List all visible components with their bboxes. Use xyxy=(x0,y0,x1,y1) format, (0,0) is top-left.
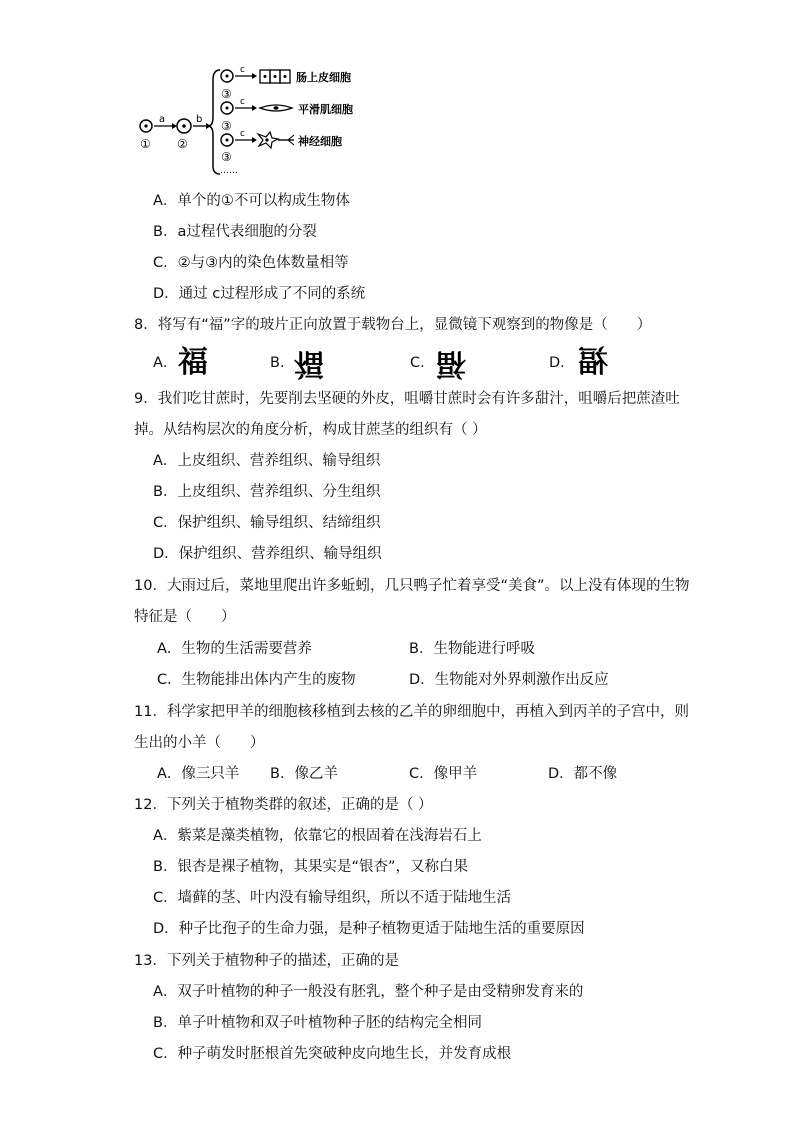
q13-stem: 13．下列关于植物种子的描述，正确的是 xyxy=(134,953,399,969)
q9-option-d: D．保护组织、营养组织、输导组织 xyxy=(153,546,382,562)
cell-type-neuron: 神经细胞 xyxy=(298,135,342,148)
epithelial-cells-icon xyxy=(260,70,290,83)
q10-stem-line-2: 特征是（ ） xyxy=(134,609,236,625)
q13-option-c: C．种子萌发时胚根首先突破种皮向地生长，并发育成根 xyxy=(153,1046,512,1062)
q8-stem: 8．将写有“福”字的玻片正向放置于载物台上，显微镜下观察到的物像是（ ） xyxy=(134,317,652,333)
q8-image-c: 福 xyxy=(436,346,466,381)
q10-option-b: B．生物能进行呼吸 xyxy=(409,641,535,657)
cell-type-smooth-muscle: 平滑肌细胞 xyxy=(298,103,353,116)
cell-row-3 xyxy=(221,129,342,148)
q11-option-c: C．像甲羊 xyxy=(409,766,478,782)
label-3: ③ xyxy=(221,87,232,101)
q12-option-d: D．种子比孢子的生命力强，是种子植物更适于陆地生活的重要原因 xyxy=(153,921,585,937)
cell-row-1 xyxy=(221,65,351,84)
q11-stem-line-1: 11．科学家把甲羊的细胞核移植到去核的乙羊的卵细胞中，再植入到丙羊的子宫中，则 xyxy=(134,704,689,720)
q12-option-c: C．墙藓的茎、叶内没有输导组织，所以不适于陆地生活 xyxy=(153,890,512,906)
q12-stem: 12．下列关于植物类群的叙述，正确的是（ ） xyxy=(134,797,433,813)
diagram-ellipsis: …… xyxy=(220,166,238,176)
q9-option-b: B．上皮组织、营养组织、分生组织 xyxy=(153,484,381,500)
q13-option-b: B．单子叶植物和双子叶植物种子胚的结构完全相同 xyxy=(153,1015,482,1031)
arrow-label-c: c xyxy=(240,65,245,75)
q11-option-a: A．像三只羊 xyxy=(157,766,240,782)
cell-1-icon xyxy=(140,120,152,132)
label-3: ③ xyxy=(221,150,232,164)
q11-stem-line-2: 生出的小羊（ ） xyxy=(134,735,265,751)
q8-image-d: 福 xyxy=(578,345,608,380)
q9-option-c: C．保护组织、输导组织、结缔组织 xyxy=(153,515,381,531)
arrow-label-a: a xyxy=(159,114,166,125)
cell-differentiation-diagram xyxy=(136,62,376,182)
q7-option-d: D．通过 c过程形成了不同的系统 xyxy=(153,286,366,302)
q12-option-b: B．银杏是裸子植物，其果实是“银杏”，又称白果 xyxy=(153,859,468,875)
arrow-label-c: c xyxy=(240,97,245,107)
label-1: ① xyxy=(140,137,151,151)
q8-label-b: B． xyxy=(270,355,295,371)
q10-option-d: D．生物能对外界刺激作出反应 xyxy=(409,672,609,688)
q13-option-a: A．双子叶植物的种子一般没有胚乳，整个种子是由受精卵发育来的 xyxy=(153,984,584,1000)
q7-option-b: B．a过程代表细胞的分裂 xyxy=(153,224,317,240)
arrow-label-b: b xyxy=(196,114,203,125)
q11-option-b: B．像乙羊 xyxy=(270,766,338,782)
label-3: ③ xyxy=(221,119,232,133)
q7-option-a: A．单个的①不可以构成生物体 xyxy=(153,193,350,209)
q9-stem-line-1: 9．我们吃甘蔗时，先要削去坚硬的外皮，咀嚼甘蔗时会有许多甜汁，咀嚼后把蔗渣吐 xyxy=(134,391,680,407)
q9-option-a: A．上皮组织、营养组织、输导组织 xyxy=(153,453,381,469)
cell-2-icon xyxy=(177,119,191,133)
q11-option-d: D．都不像 xyxy=(548,766,618,782)
arrow-a-icon xyxy=(154,123,177,129)
q8-image-b: 福 xyxy=(294,346,324,381)
label-2: ② xyxy=(177,137,188,151)
q9-stem-line-2: 掉。从结构层次的角度分析，构成甘蔗茎的组织有（ ） xyxy=(134,422,487,438)
cell-row-2 xyxy=(221,97,353,116)
q8-image-a: 福 xyxy=(178,345,208,380)
q12-option-a: A．紫菜是藻类植物，依靠它的根固着在浅海岩石上 xyxy=(153,828,482,844)
q10-option-a: A．生物的生活需要营养 xyxy=(157,641,312,657)
cell-type-epithelial: 肠上皮细胞 xyxy=(296,71,351,84)
arrow-label-c: c xyxy=(240,129,245,139)
q8-label-d: D． xyxy=(549,355,575,371)
q8-label-a: A． xyxy=(153,355,178,371)
smooth-muscle-cell-icon xyxy=(260,105,292,111)
q7-option-c: C．②与③内的染色体数量相等 xyxy=(153,255,349,271)
q8-label-c: C． xyxy=(410,355,435,371)
neuron-icon xyxy=(258,132,294,148)
q10-stem-line-1: 10．大雨过后，菜地里爬出许多蚯蚓，几只鸭子忙着享受“美食”。以上没有体现的生物 xyxy=(134,578,690,594)
q10-option-c: C．生物能排出体内产生的废物 xyxy=(157,672,356,688)
brace-icon xyxy=(208,70,220,174)
